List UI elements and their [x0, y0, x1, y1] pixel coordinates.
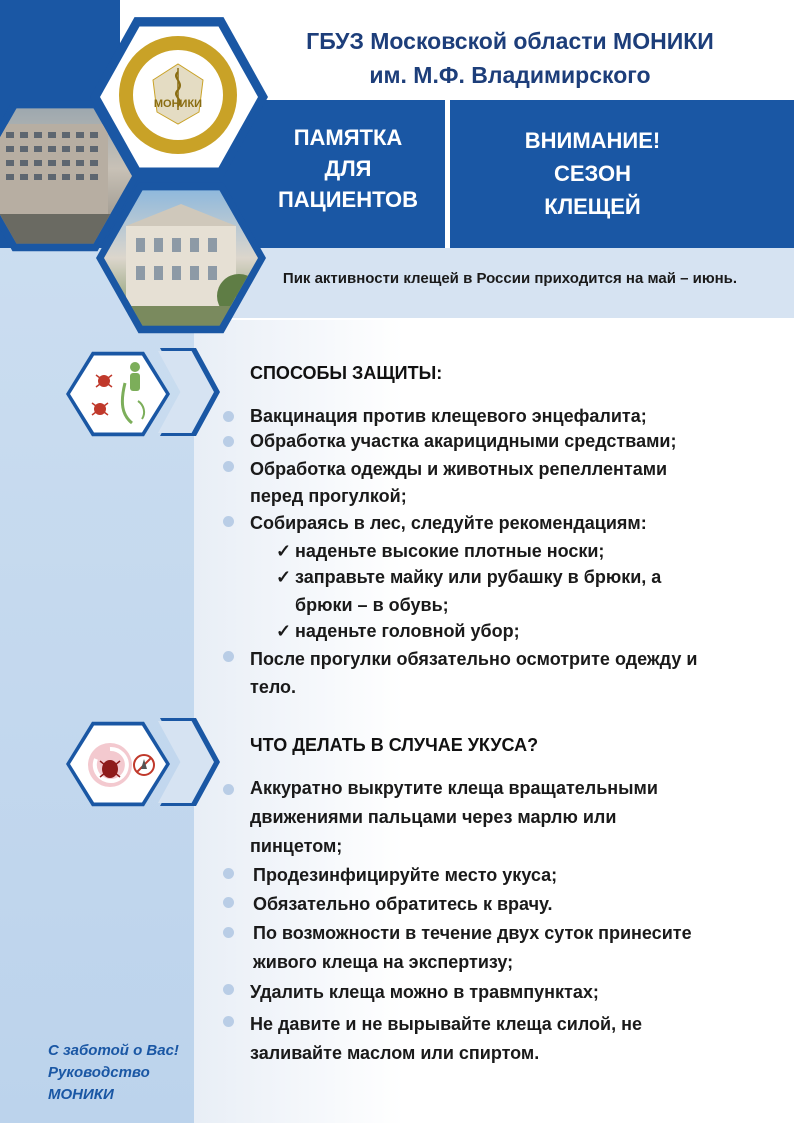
signature-line-1: С заботой о Вас! — [48, 1042, 179, 1059]
list-item: Обработка участка акарицидными средствами; — [250, 431, 677, 451]
signature-line-3: МОНИКИ — [48, 1086, 114, 1103]
logo-text: МОНИКИ — [153, 98, 203, 110]
list-item: наденьте высокие плотные носки; — [295, 541, 605, 561]
list-item: заправьте майку или рубашку в брюки, а — [295, 567, 662, 587]
list-item: По возможности в течение двух суток принесите — [253, 923, 692, 943]
list-item: брюки – в обувь; — [295, 595, 449, 615]
signature-line-2: Руководство — [48, 1064, 150, 1081]
list-item: Собираясь в лес, следуйте рекомендациям: — [250, 513, 647, 533]
bullet — [223, 516, 234, 527]
title-line-1: ГБУЗ Московской области МОНИКИ — [306, 28, 714, 54]
list-item: живого клеща на экспертизу; — [253, 952, 514, 972]
bullet — [223, 1016, 234, 1027]
title-line-2: им. М.Ф. Владимирского — [369, 62, 651, 88]
checkmark-icon: ✓ — [276, 621, 292, 641]
bullet — [223, 927, 234, 938]
institution-title — [240, 24, 780, 92]
list-item: Удалить клеща можно в травмпунктах; — [250, 982, 599, 1002]
attention-line-2: СЕЗОН — [553, 161, 632, 186]
attention-line-3: КЛЕЩЕЙ — [544, 194, 641, 219]
memo-title — [258, 122, 438, 215]
bullet — [223, 461, 234, 472]
attention-line-1: ВНИМАНИЕ! — [524, 128, 661, 153]
bullet — [223, 984, 234, 995]
memo-line-2: ДЛЯ — [324, 156, 372, 181]
checkmark-icon: ✓ — [276, 567, 292, 587]
checkmark-icon: ✓ — [276, 541, 292, 561]
list-item: движениями пальцами через марлю или — [250, 807, 617, 827]
list-item: Аккуратно выкрутите клеща вращательными — [250, 778, 658, 798]
bullet — [223, 897, 234, 908]
signature — [48, 1040, 208, 1106]
memo-line-1: ПАМЯТКА — [293, 125, 403, 150]
bullet — [223, 868, 234, 879]
bite-title: ЧТО ДЕЛАТЬ В СЛУЧАЕ УКУСА? — [250, 735, 539, 755]
list-item: Не давите и не вырывайте клеща силой, не — [250, 1014, 642, 1034]
bullet — [223, 784, 234, 795]
list-item: После прогулки обязательно осмотрите одежду и — [250, 649, 698, 669]
peak-activity-text: Пик активности клещей в России приходится на май – июнь. — [282, 270, 738, 287]
list-item: наденьте головной убор; — [295, 621, 520, 641]
bullet — [223, 436, 234, 447]
list-item: Обязательно обратитесь к врачу. — [253, 894, 553, 914]
list-item: Обработка одежды и животных репеллентами — [250, 459, 668, 479]
list-item: перед прогулкой; — [250, 486, 407, 506]
list-item: Вакцинация против клещевого энцефалита; — [250, 406, 647, 426]
logo-seal-center — [131, 48, 225, 142]
header-divider — [445, 100, 450, 248]
protection-title: СПОСОБЫ ЗАЩИТЫ: — [250, 363, 443, 383]
memo-line-3: ПАЦИЕНТОВ — [277, 187, 419, 212]
bullet — [223, 651, 234, 662]
list-item: Продезинфицируйте место укуса; — [253, 865, 558, 885]
bullet — [223, 411, 234, 422]
attention-title — [470, 124, 715, 223]
list-item: тело. — [250, 677, 297, 697]
list-item: пинцетом; — [250, 836, 343, 856]
list-item: заливайте маслом или спиртом. — [250, 1043, 540, 1063]
